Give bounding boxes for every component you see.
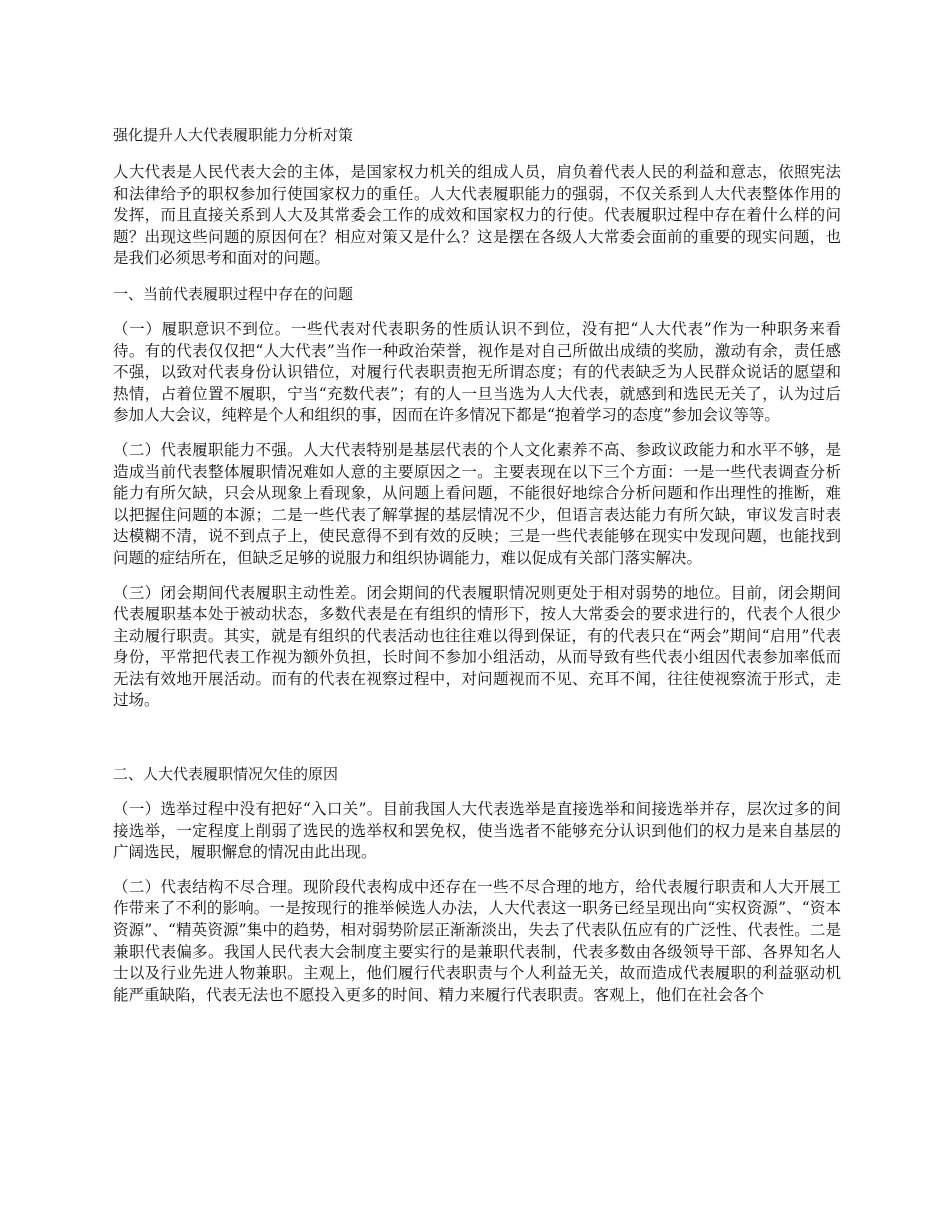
section-2-paragraph-1: （一）选举过程中没有把好“入口关”。目前我国人大代表选举是直接选举和间接选举并存，层次过多的间接选举，一定程度上削弱了选民的选举权和罢免权，使当选者不能够充分认识到他们的权力是来自基层的广阔选民，履职懈怠的情况由此出现。	[113, 800, 841, 862]
section-1-paragraph-3: （三）闭会期间代表履职主动性差。闭会期间的代表履职情况则更处于相对弱势的地位。目前，闭会期间代表履职基本处于被动状态，多数代表是在有组织的情形下，按人大常委会的要求进行的，代表个人很少主动履行职责。其实，就是有组织的代表活动也往往难以得到保证，有的代表只在“两会”期间“启用”代表身份，平常把代表工作视为额外负担，长时间不参加小组活动，从而导致有些代表小组因代表参加率低而无法有效地开展活动。而有的代表在视察过程中，对问题视而不见、充耳不闻，往往使视察流于形式，走过场。	[113, 583, 841, 710]
section-2-heading: 二、人大代表履职情况欠佳的原因	[113, 765, 339, 784]
blank-line	[113, 725, 841, 763]
section-1-heading: 一、当前代表履职过程中存在的问题	[113, 284, 354, 303]
document-title: 强化提升人大代表履职能力分析对策	[113, 126, 354, 144]
section-2-paragraph-2: （二）代表结构不尽合理。现阶段代表构成中还存在一些不尽合理的地方，给代表履行职责和人大开展工作带来了不利的影响。一是按现行的推举候选人办法，人大代表这一职务已经呈现出向“实权资源”、“资本资源”、“精英资源”集中的趋势，相对弱势阶层正渐渐淡出，失去了代表队伍应有的广泛性、代表性。二是兼职代表偏多。我国人民代表大会制度主要实行的是兼职代表制，代表多数由各级领导干部、各界知名人士以及行业先进人物兼职。主观上，他们履行代表职责与个人利益无关，故而造成代表履职的利益驱动机能严重缺陷，代表无法也不愿投入更多的时间、精力来履行代表职责。客观上，他们在社会各个	[113, 877, 841, 1004]
document-page	[113, 124, 841, 1019]
section-1-paragraph-2: （二）代表履职能力不强。人大代表特别是基层代表的个人文化素养不高、参政议政能力和水平不够，是造成当前代表整体履职情况难如人意的主要原因之一。主要表现在以下三个方面：一是一些代表调查分析能力有所欠缺，只会从现象上看现象，从问题上看问题，不能很好地综合分析问题和作出理性的推断，难以把握住问题的本源；二是一些代表了解掌握的基层情况不少，但语言表达能力有所欠缺，审议发言时表达模糊不清，说不到点子上，使民意得不到有效的反映；三是一些代表能够在现实中发现问题，也能找到问题的症结所在，但缺乏足够的说服力和组织协调能力，难以促成有关部门落实解决。	[113, 440, 841, 567]
intro-paragraph: 人大代表是人民代表大会的主体，是国家权力机关的组成人员，肩负着代表人民的利益和意志，依照宪法和法律给予的职权参加行使国家权力的重任。人大代表履职能力的强弱，不仅关系到人大代表整体作用的发挥，而且直接关系到人大及其常委会工作的成效和国家权力的行使。代表履职过程中存在着什么样的问题？出现这些问题的原因何在？相应对策又是什么？这是摆在各级人大常委会面前的重要的现实问题，也是我们必须思考和面对的问题。	[113, 163, 841, 268]
section-1-paragraph-1: （一）履职意识不到位。一些代表对代表职务的性质认识不到位，没有把“人大代表”作为一种职务来看待。有的代表仅仅把“人大代表”当作一种政治荣誉，视作是对自己所做出成绩的奖励，激动有余，责任感不强，以致对代表身份认识错位，对履行代表职责抱无所谓态度；有的代表缺乏为人民群众说话的愿望和热情，占着位置不履职，宁当“充数代表”；有的人一旦当选为人大代表，就感到和选民无关了，认为过后参加人大会议，纯粹是个人和组织的事，因而在许多情况下都是“抱着学习的态度”参加会议等等。	[113, 319, 841, 425]
